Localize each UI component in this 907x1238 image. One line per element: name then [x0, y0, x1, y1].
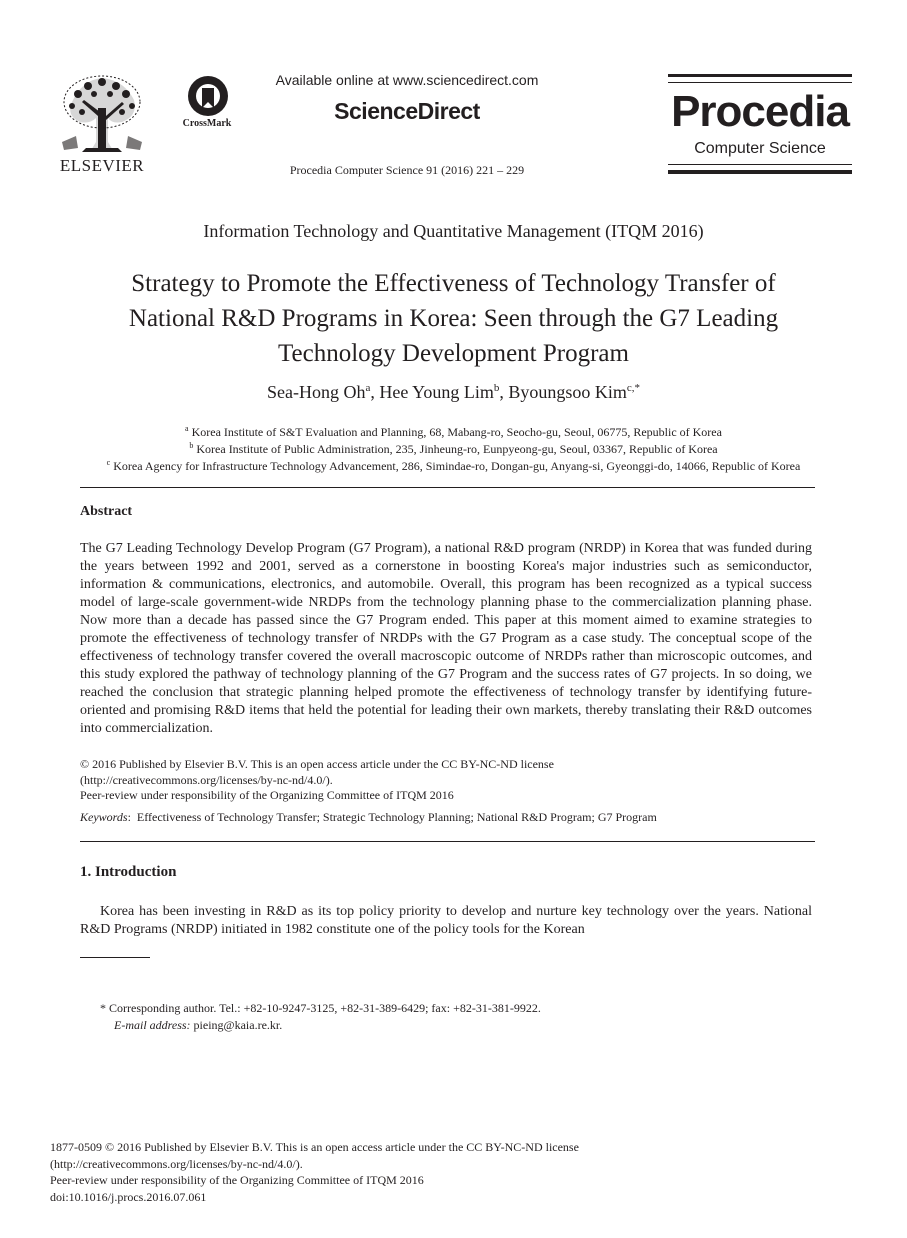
title-line: Strategy to Promote the Effectiveness of Technology Transfer of: [131, 270, 776, 297]
title-line: Technology Development Program: [278, 340, 629, 367]
logo-bottom-thin-bar: [668, 164, 852, 165]
email-line: [100, 1017, 800, 1034]
author-name: Byoungsoo Kim: [508, 382, 627, 402]
affiliation-mark: a: [185, 424, 189, 433]
email-label: E-mail address:: [114, 1018, 191, 1032]
logo-top-bar: [668, 74, 852, 77]
affiliation-mark: c: [106, 458, 111, 467]
corresponding-author: * Corresponding author. Tel.: +82-10-9247-3125, +82-31-389-6429; fax: +82-31-381-9922.: [100, 1001, 541, 1015]
issn-license: 1877-0509 © 2016 Published by Elsevier B.V. This is an open access article under the CC BY-NC-ND license: [50, 1140, 579, 1154]
procedia-subtitle: Computer Science: [694, 140, 826, 157]
introduction-text: Korea has been investing in R&D as its top policy priority to develop and nurture key technology over the years. National R&D Programs (NRDP) initiated in 1982 constitute one of the policy tools for the Korean: [80, 904, 812, 937]
abstract-text: The G7 Leading Technology Develop Program (G7 Program), a national R&D program (NRDP) in Korea that was funded during the years between 1992 and 2001, served as a cornerstone in boosting Korea's major industries such as semiconductor, information & communications, electronics, and automobile. Overall, this program has been recognized as a typical success model of large-scale government-wide NRDPs from the technology planning phase to the commercialization planning phase. Now more than a decade has passed since the G7 Program ended. This paper at this moment aimed to examine strategies to promote the effectiveness of technology transfer of NRDPs with the G7 Program as a case study. The conceptual scope of the effectiveness of technology transfer covered the overall macroscopic outcome of NRDPs rather than microscopic outcomes, and this study explored the pathway of technology planning of the G7 Program and the success rates of G7 projects. In so doing, we reached the conclusion that strategic planning helped promote the effectiveness of technology transfer by identifying future-oriented and promising R&D items that held the potential for leading their own markets, thereby translating their R&D outcomes into commercialization.: [80, 541, 812, 736]
keywords: Keywords: Effectiveness of Technology Transfer; Strategic Technology Planning; National R&D Program; G7 Program: [80, 810, 657, 824]
journal-reference: Procedia Computer Science 91 (2016) 221 – 229: [289, 163, 525, 177]
license-link[interactable]: (http://creativecommons.org/licenses/by-nc-nd/4.0/).: [50, 1156, 303, 1171]
affiliation: [80, 455, 827, 474]
author-affiliation-mark: c,*: [626, 382, 641, 394]
section-heading: 1. Introduction: [80, 864, 177, 880]
peer-review-note: Peer-review under responsibility of the Organizing Committee of ITQM 2016: [80, 788, 454, 802]
keywords-label: Keywords: [80, 810, 128, 824]
affiliation-text: Korea Institute of S&T Evaluation and Planning, 68, Mabang-ro, Seocho-gu, Seoul, 06775, Republic of Korea: [191, 425, 722, 439]
peer-review-note: Peer-review under responsibility of the Organizing Committee of ITQM 2016: [50, 1173, 424, 1187]
sciencedirect-wordmark: ScienceDirect: [334, 98, 480, 124]
logo-bottom-bar: [668, 170, 852, 174]
author-name: Hee Young Lim: [379, 382, 494, 402]
keywords-text: Effectiveness of Technology Transfer; Strategic Technology Planning; National R&D Program; G7 Program: [136, 810, 657, 824]
doi[interactable]: doi:10.1016/j.procs.2016.07.061: [50, 1189, 207, 1204]
license-notice: [80, 757, 815, 804]
procedia-logo: [668, 74, 852, 176]
divider: [80, 487, 815, 488]
author-affiliation-mark: a: [365, 382, 371, 394]
license-line: © 2016 Published by Elsevier B.V. This is an open access article under the CC BY-NC-ND license: [80, 757, 554, 771]
article-title: [70, 266, 837, 371]
available-online[interactable]: Available online at www.sciencedirect.com: [275, 72, 539, 88]
affiliation-text: Korea Institute of Public Administration, 235, Jinheung-ro, Eunpyeong-gu, Seoul, 03367, Republic of Korea: [196, 442, 718, 456]
divider: [80, 841, 815, 842]
author-list: Sea-Hong Oh$^a$, Hee Young Lim$^b$, Byoungsoo Kim$^{c,*}$: [266, 382, 641, 402]
abstract-heading: Abstract: [80, 504, 133, 519]
bottom-matter: [50, 1139, 810, 1205]
author-name: Sea-Hong Oh: [266, 382, 366, 402]
author-affiliation-mark: b: [493, 382, 500, 394]
footnote-rule: [80, 957, 150, 958]
footnote: [100, 1000, 800, 1034]
affiliation-mark: b: [189, 441, 194, 450]
logo-top-thin-bar: [668, 82, 852, 83]
conference-name: Information Technology and Quantitative Management (ITQM 2016): [203, 221, 704, 241]
email-address[interactable]: pieing@kaia.re.kr.: [193, 1018, 283, 1032]
license-link[interactable]: (http://creativecommons.org/licenses/by-nc-nd/4.0/).: [80, 772, 333, 787]
procedia-wordmark: Procedia: [671, 87, 849, 136]
affiliation-text: Korea Agency for Infrastructure Technology Advancement, 286, Simindae-ro, Dongan-gu, Anyang-si, Gyeonggi-do, 14066, Republic of Korea: [113, 459, 801, 473]
title-line: National R&D Programs in Korea: Seen through the G7 Leading: [128, 305, 779, 332]
elsevier-wordmark: ELSEVIER: [59, 156, 145, 175]
crossmark-label: CrossMark: [182, 118, 232, 129]
